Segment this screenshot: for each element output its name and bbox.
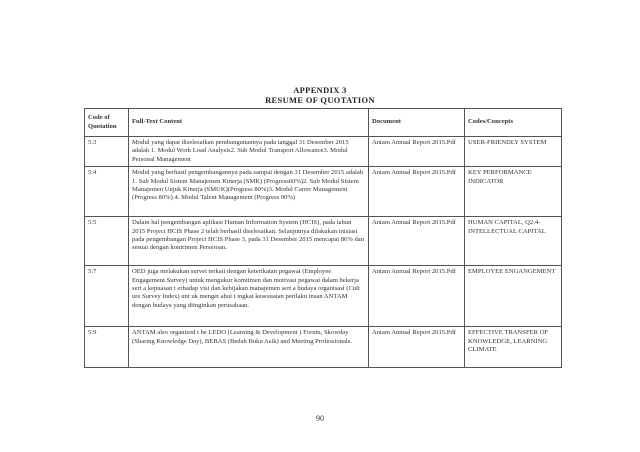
header-codes-concepts: Codes/Concepts [465,109,562,137]
row-concept: EFFECTIVE TRANSFER OF KNOWLEDGE, LEARNING CLIMATE [465,327,562,368]
quotation-table [84,108,562,368]
appendix-title: APPENDIX 3 [293,86,347,95]
row-concept: USER-FRIENDLY SYSTEM [465,137,562,167]
row-document: Antam Annual Report 2015.Pdf [369,266,465,327]
row-document: Antam Annual Report 2015.Pdf [369,167,465,217]
row-document: Antam Annual Report 2015.Pdf [369,217,465,266]
table-row [85,327,562,368]
table-row [85,217,562,266]
row-document: Antam Annual Report 2015.Pdf [369,327,465,368]
row-code: 5:9 [85,327,129,368]
row-text: ANTAM also organized t he LEDO (Learning & Development ) Forum, Skowday (Sharing Knowledge Day), BEBAS (Bedah Buku Asik) and Meeting Professionals. [129,327,369,368]
row-text: Dalam hal pengembangan aplikasi Human Information System (HCIS), pada tahun 2015 Project HCIS Phase 2 telah berhasil diselesaikan. Selanjutnya dilakukan inisiasi pada pengembangan Project HCIS Phase 3, pada 31 Desember 2015 mencapai 86% dan sesuai dengan kontrimen Perseroan. [129,217,369,266]
row-code: 5:4 [85,167,129,217]
row-document: Antam Annual Report 2015.Pdf [369,137,465,167]
row-text: Modul yang dapat diselesaikan pembangunannya pada tanggal 31 Desember 2015 adalah 1. Modul Work Load Analysis2. Sub Modul Transport Allowance3. Modul Personal Management [129,137,369,167]
table-header-row [85,109,562,137]
row-code: 5:3 [85,137,129,167]
row-concept: EMPLOYEE ENGANGEMENT [465,266,562,327]
row-text: OED juga melakukan survei terkait dengan keterikatan pegawai (Employee Engagement Survey) untuk mengukur komitmen dan motivasi pegawai dalam bekerja sert a kepuasan t erhadap visi dan kebijakan manajemen sert a budaya organisasi (Cult ure Survey Index) unt uk menget ahui t ingkat kesesuaian perilaku insan ANTAM dengan budaya yang diinginkan perusahaan. [129,266,369,327]
row-concept: HUMAN CAPITAL, Q2.4-INTELLECTUAL CAPITAL [465,217,562,266]
row-concept: KEY PERFORMANCE INDICATOR [465,167,562,217]
header-document: Document [369,109,465,137]
header-full-text: Full-Text Content [129,109,369,137]
table-row [85,266,562,327]
page-number: 90 [316,414,324,423]
row-code: 5:5 [85,217,129,266]
table-row [85,137,562,167]
appendix-subtitle: RESUME OF QUOTATION [265,96,375,105]
row-text: Modul yang berhasil pengembangannya pada sampai dengan 31 Desember 2015 adalah 1. Sub Modul Sistem Manajemen Kinerja (SMK) (Progress60%)2. Sub Modul Sistem Manajemen Unjuk Kinerja (SMUK)(Progress 80%)3. Modul Carrer Management (Progress 80%).4. Modul Talent Management (Progress 90%) [129,167,369,217]
table-row [85,167,562,217]
appendix-heading [0,86,640,106]
header-code: Code of Quotation [85,109,129,137]
row-code: 5:7 [85,266,129,327]
